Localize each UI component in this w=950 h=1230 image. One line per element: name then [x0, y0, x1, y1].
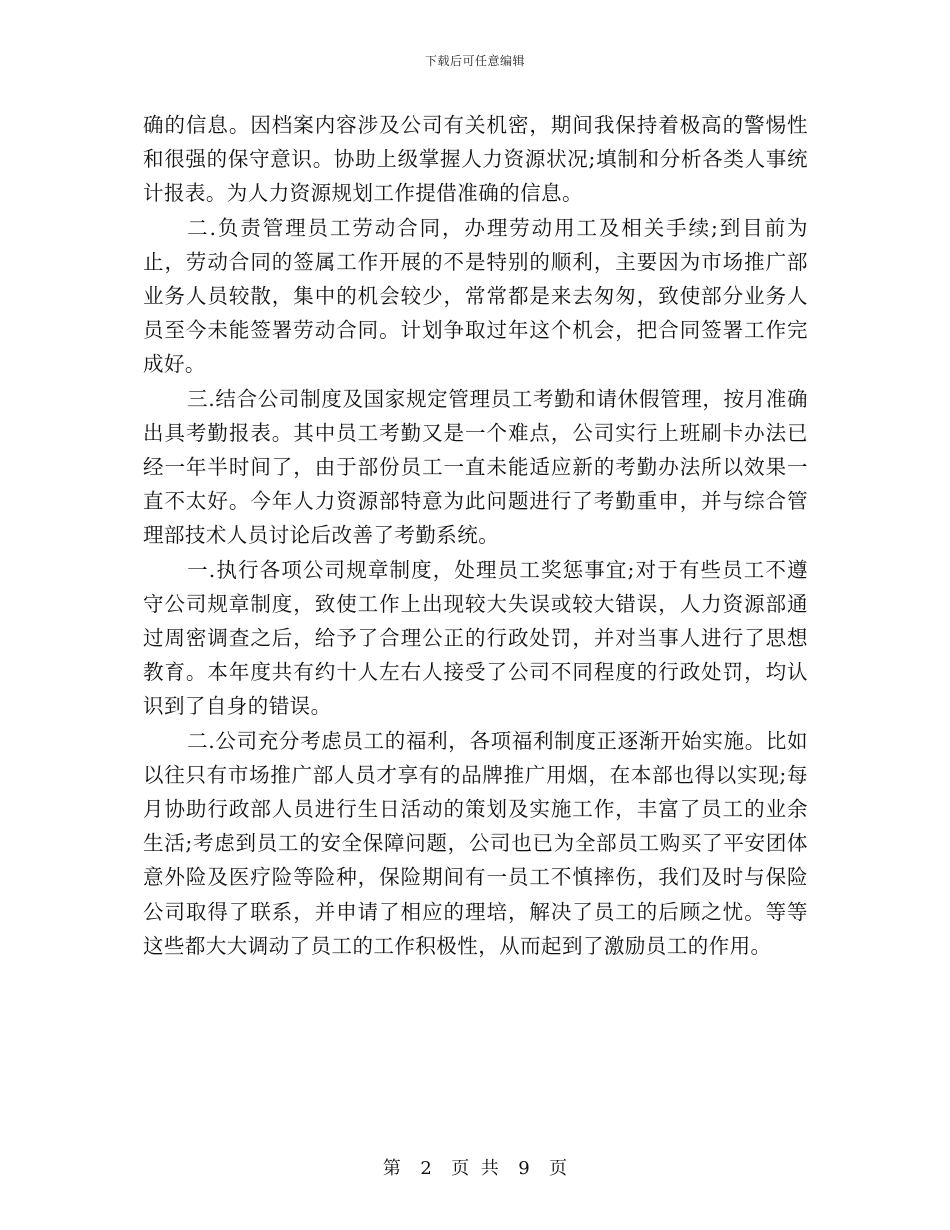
footer-total-pages: 9: [518, 1158, 530, 1179]
page-footer: [0, 1154, 950, 1180]
footer-prefix: 第: [382, 1158, 401, 1179]
footer-page-number: 2: [420, 1158, 432, 1179]
paragraph-rewards-penalties: 一.执行各项公司规章制度，处理员工奖惩事宜;对于有些员工不遵守公司规章制度，致使工作上出现较大失误或较大错误，人力资源部通过周密调查之后，给予了合理公正的行政处罚，并对当事人进行了思想教育。本年度共有约十人左右人接受了公司不同程度的行政处罚，均认识到了自身的错误。: [143, 557, 808, 719]
footer-middle: 页 共: [451, 1158, 499, 1179]
paragraph-attendance: 三.结合公司制度及国家规定管理员工考勤和请休假管理，按月准确出具考勤报表。其中员工考勤又是一个难点，公司实行上班刷卡办法已经一年半时间了，由于部份员工一直未能适应新的考勤办法所以效果一直不太好。今年人力资源部特意为此问题进行了考勤重申，并与综合管理部技术人员讨论后改善了考勤系统。: [143, 386, 808, 548]
paragraph-welfare: 二.公司充分考虑员工的福利，各项福利制度正逐渐开始实施。比如以往只有市场推广部人员才享有的品牌推广用烟，在本部也得以实现;每月协助行政部人员进行生日活动的策划及实施工作，丰富了员工的业余生活;考虑到员工的安全保障问题，公司也已为全部员工购买了平安团体意外险及医疗险等险种，保险期间有一员工不慎摔伤，我们及时与保险公司取得了联系，并申请了相应的理培，解决了员工的后顾之忧。等等这些都大大调动了员工的工作积极性，从而起到了激励员工的作用。: [143, 728, 808, 958]
document-body: [143, 108, 808, 963]
page-header-note: 下载后可任意编辑: [424, 54, 525, 68]
paragraph-continuation: 确的信息。因档案内容涉及公司有关机密，期间我保持着极高的警惕性和很强的保守意识。协助上级掌握人力资源状况;填制和分析各类人事统计报表。为人力资源规划工作提借准确的信息。: [143, 113, 808, 206]
paragraph-labor-contracts: 二.负责管理员工劳动合同，办理劳动用工及相关手续;到目前为止，劳动合同的签属工作开展的不是特别的顺利，主要因为市场推广部业务人员较散，集中的机会较少，常常都是来去匆匆，致使部分业务人员至今未能签署劳动合同。计划争取过年这个机会，把合同签署工作完成好。: [143, 215, 808, 377]
footer-suffix: 页: [549, 1158, 568, 1179]
